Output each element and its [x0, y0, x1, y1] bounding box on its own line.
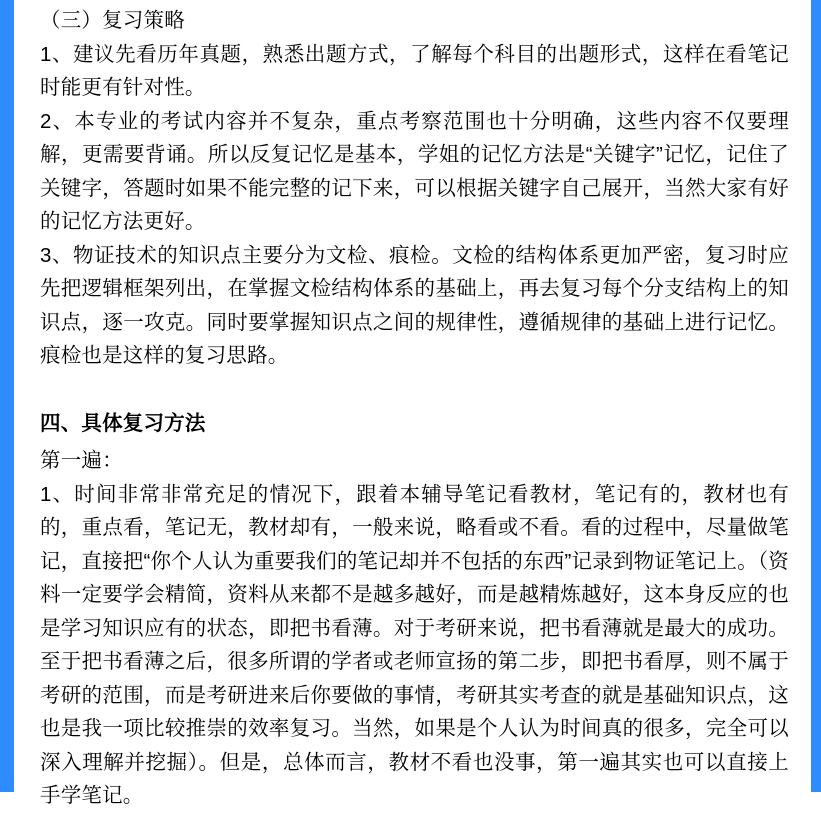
paragraph-first-pass-detail: 1、时间非常非常充足的情况下，跟着本辅导笔记看教材，笔记有的，教材也有的，重点看，笔记无，教材却有，一般来说，略看或不看。看的过程中，尽量做笔记，直接把“你个人认为重要我们的笔记却并不包括的东西”记录到物证笔记上。（资料一定要学会精简，资料从来都不是越多越好，而是越精炼越好，这本身反应的也是学习知识应有的状态，即把书看薄。对于考研来说，把书看薄就是最大的成功。至于把书看薄之后，很多所谓的学者或老师宣扬的第二步，即把书看厚，则不属于考研的范围，而是考研进来后你要做的事情，考研其实考查的就是基础知识点，这也是我一项比较推崇的效率复习。当然，如果是个人认为时间真的很多，完全可以深入理解并挖掘）。但是，总体而言，教材不看也没事，第一遍其实也可以直接上手学笔记。: [40, 482, 790, 807]
paragraph-study-strategy-3: 3、物证技术的知识点主要分为文检、痕检。文检的结构体系更加严密，复习时应先把逻辑框架列出，在掌握文检结构体系的基础上，再去复习每个分支结构上的知识点，逐一攻克。同时要掌握知识点之间的规律性，遵循规律的基础上进行记忆。痕检也是这样的复习思路。: [40, 243, 789, 367]
section-heading-four: 四、具体复习方法: [40, 411, 206, 435]
paragraph-spacer: [40, 373, 789, 407]
section-heading-three: （三）复习策略: [40, 9, 185, 32]
document-content: [14, 0, 811, 807]
right-accent-bar: [811, 0, 821, 792]
subsection-first-pass-label: 第一遍：: [40, 449, 123, 472]
left-accent-bar: [0, 0, 14, 792]
paragraph-study-strategy-2: 2、本专业的考试内容并不复杂，重点考察范围也十分明确，这些内容不仅要理解，更需要背诵。所以反复记忆是基本，学姐的记忆方法是“关键字”记忆，记住了关键字，答题时如果不能完整的记下来，可以根据关键字自己展开，当然大家有好的记忆方法更好。: [40, 109, 789, 233]
paragraph-study-strategy-1: 1、建议先看历年真题，熟悉出题方式，了解每个科目的出题形式，这样在看笔记时能更有针对性。: [40, 42, 789, 99]
